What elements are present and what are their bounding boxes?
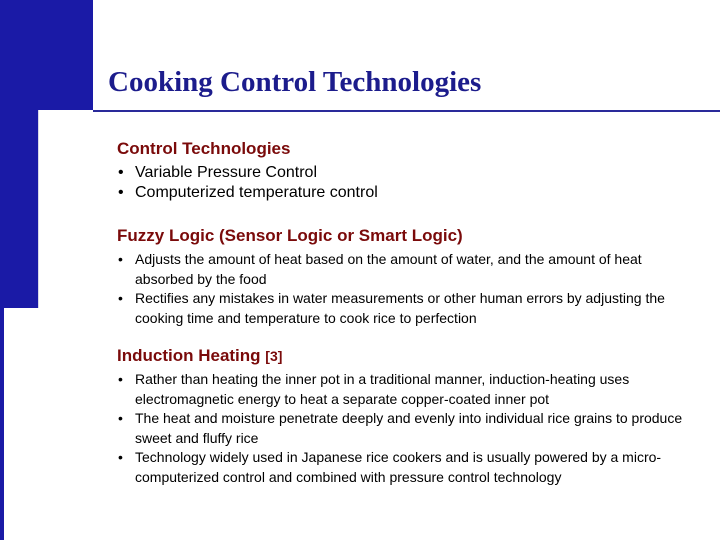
section-heading: Control Technologies (117, 139, 291, 158)
section-heading: Fuzzy Logic (Sensor Logic or Smart Logic) (117, 226, 463, 245)
list-item (117, 250, 697, 289)
bullet-icon: • (118, 251, 123, 267)
slide-title: Cooking Control Technologies (108, 66, 482, 98)
list-item (117, 448, 697, 487)
section-heading (117, 345, 697, 367)
bullet-list (117, 250, 697, 328)
reference-marker: [3] (265, 348, 283, 364)
bullet-text: Technology widely used in Japanese rice cookers and is usually powered by a micro-computerized control and combined with pressure control technology (135, 449, 662, 485)
bullet-list (117, 163, 697, 203)
bullet-icon: • (118, 290, 123, 306)
bullet-text: Variable Pressure Control (135, 164, 318, 181)
bullet-text: Rather than heating the inner pot in a traditional manner, induction-heating uses electromagnetic energy to heat a separate copper-coated inner pot (135, 371, 630, 407)
bullet-text: The heat and moisture penetrate deeply and evenly into individual rice grains to produce sweet and fluffy rice (135, 410, 683, 446)
section-control-technologies (117, 138, 697, 203)
section-heading-text: Induction Heating (117, 346, 261, 365)
title-rule (93, 110, 720, 112)
list-item (117, 289, 697, 328)
bullet-icon: • (118, 164, 124, 181)
frame-bar-left-inner (6, 110, 39, 308)
bullet-text: Computerized temperature control (135, 184, 378, 201)
list-item (117, 370, 697, 409)
bullet-icon: • (118, 449, 123, 465)
list-item (117, 409, 697, 448)
bullet-icon: • (118, 410, 123, 426)
section-induction-heating (117, 345, 697, 487)
bullet-icon: • (118, 184, 124, 201)
bullet-icon: • (118, 371, 123, 387)
list-item (117, 183, 697, 203)
section-fuzzy-logic (117, 225, 697, 328)
bullet-list (117, 370, 697, 487)
bullet-text: Rectifies any mistakes in water measurements or other human errors by adjusting the cooking time and temperature to cook rice to perfection (135, 290, 665, 326)
frame-bar-left-lower (0, 308, 4, 540)
bullet-text: Adjusts the amount of heat based on the amount of water, and the amount of heat absorbed by the food (135, 251, 642, 287)
list-item (117, 163, 697, 183)
slide-content (117, 138, 697, 487)
